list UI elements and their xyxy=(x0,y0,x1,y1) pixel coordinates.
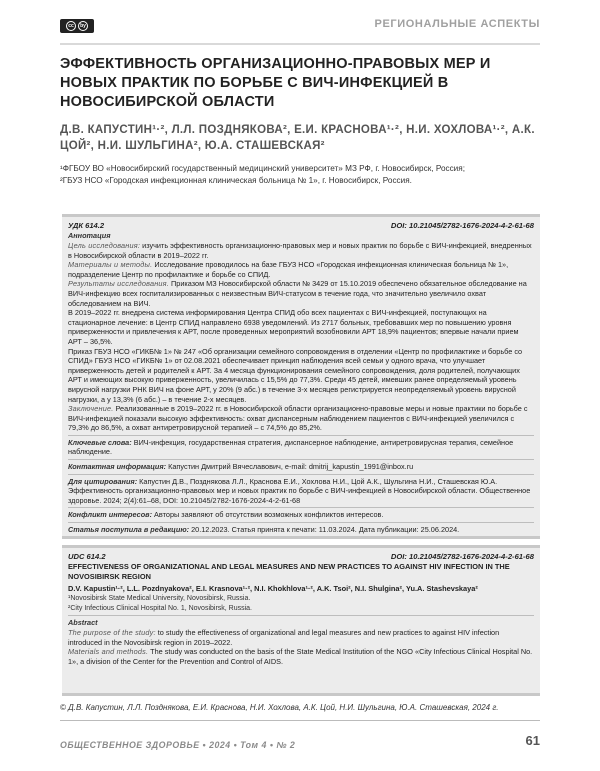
received-paragraph xyxy=(68,525,534,535)
divider xyxy=(68,474,534,475)
results-paragraph-2: В 2019–2022 гг. внедрена система информирования Центра СПИД обо всех пациентах с ВИЧ-инфекцией, поступающих на стационарное лечение: в Центр СПИД направлено 6938 уведомлений. Из 2717 больных, требовавших мер по повышению уровня приверженности и привлечения к АРТ, после проведенных мероприятий возобновили АРТ 18,9% пациентов; впервые начали прием АРТ – 36,5%. xyxy=(68,308,519,346)
citation-text: Капустин Д.В., Позднякова Л.Л., Краснова Е.И., Хохлова Н.И., Цой А.К., Шульгина Н.И., Сташевская Ю.А. Эффективность организационно-правовых мер и новых практик по борьбе с ВИЧ-инфекцией в Новосибирской области. Общественное здоровье. 2024; 2(4):61–68, DOI: 10.21045/2782-1676-2024-4-2-61-68 xyxy=(68,476,531,505)
citation-label: Для цитирования: xyxy=(68,476,138,486)
methods-en-paragraph xyxy=(68,647,534,666)
doi-en[interactable]: DOI: 10.21045/2782-1676-2024-4-2-61-68 xyxy=(390,552,534,561)
page-number: 61 xyxy=(525,733,540,748)
methods-en-text: The study was conducted on the basis of the State Medical Institution of the NGO «City Infectious Clinical Hospital No. 1», a division of the Center for the Prevention and Control of AIDS. xyxy=(68,647,533,666)
udk-code: УДК 614.2 xyxy=(68,221,105,230)
contact-text[interactable]: Капустин Дмитрий Вячеславович, e-mail: dmitrij_kapustin_1991@inbox.ru xyxy=(166,462,414,472)
affiliation-en-2: ²City Infectious Clinical Hospital No. 1, Novosibirsk, Russia. xyxy=(68,604,253,612)
journal-name: ОБЩЕСТВЕННОЕ ЗДОРОВЬЕ • 2024 • Том 4 • № 2 xyxy=(60,740,296,750)
results-paragraph xyxy=(68,279,534,308)
conclusion-text: Реализованные в 2019–2022 гг. в Новосибирской области организационно-правовые меры и новые практики по борьбе с ВИЧ-инфекцией показали высокую эффективность: охват диспансерным наблюдением пациентов с ВИЧ-инфекцией увеличился с 79,3% до 86,5%, а охват антиретровирусной терапией – с 74,5% до 85,2%. xyxy=(68,404,528,433)
affiliation-en-1: ¹Novosibirsk State Medical University, Novosibirsk, Russia. xyxy=(68,595,251,602)
cc-license-badge xyxy=(60,19,94,33)
affiliation-1: ¹ФГБОУ ВО «Новосибирский государственный медицинский университет» МЗ РФ, г. Новосибирск, Россия; xyxy=(60,164,465,173)
footer-divider xyxy=(60,720,540,721)
section-label: РЕГИОНАЛЬНЫЕ АСПЕКТЫ xyxy=(374,18,540,30)
divider xyxy=(68,507,534,508)
keywords-paragraph xyxy=(68,438,534,457)
keywords-label: Ключевые слова: xyxy=(68,437,132,447)
doi[interactable]: DOI: 10.21045/2782-1676-2024-4-2-61-68 xyxy=(390,221,534,230)
received-label: Статья поступила в редакцию: xyxy=(68,525,190,535)
purpose-paragraph xyxy=(68,628,534,647)
received-text: 20.12.2023. Статья принята к печати: 11.03.2024. Дата публикации: 25.06.2024. xyxy=(189,525,460,535)
aim-label: Цель исследования: xyxy=(68,241,141,250)
by-icon: by xyxy=(78,21,88,31)
aim-text: изучить эффективность организационно-правовых мер и новых практик по борьбе с ВИЧ-инфекцией, внедренных в Новосибирской области в 2019–2022 гг. xyxy=(68,241,532,260)
keywords-text: ВИЧ-инфекция, государственная стратегия, диспансерное наблюдение, антиретровирусная терапия, семейное наблюдение. xyxy=(68,437,514,457)
annotation-label: Аннотация xyxy=(68,231,111,240)
copyright-line: © Д.В. Капустин, Л.Л. Позднякова, Е.И. Краснова, Н.И. Хохлова, А.К. Цой, Н.И. Шульгина, Ю.А. Сташевская, 2024 г. xyxy=(60,703,499,712)
conflict-text: Авторы заявляют об отсутствии возможных конфликтов интересов. xyxy=(152,510,384,520)
aim-paragraph xyxy=(68,241,534,260)
contact-label: Контактная информация: xyxy=(68,462,167,472)
contact-paragraph xyxy=(68,462,534,472)
methods-label: Материалы и методы. xyxy=(68,260,153,270)
divider xyxy=(68,615,534,616)
russian-abstract-box xyxy=(62,214,540,539)
results-paragraph-3: Приказ ГБУЗ НСО «ГИКБ№ 1» № 247 «Об организации семейного сопровождения в отделении «Центр по профилактике и борьбе со СПИД» ГБУЗ НСО «ГИКБ№ 1» от 02.08.2021 обеспечивает принцип наблюдения всей семьи у одного врача, что улучшает приверженность детей и родителей к АРТ. За 4 месяца функционирования семейного сопровождения, доля родителей, получающих АРТ и имеющих высокую приверженность, увеличилась с 15,5% до 77,3%. Среди 45 детей, имевших ранее определяемый уровень вирусной нагрузки РНК ВИЧ на фоне АРТ, у 20% (9 абс.) в течение 3-х месяцев регистрируется неопределяемый уровень вирусной нагрузки, а у 13,3% (6 абс.) – в течение 2-х месяцев. xyxy=(68,346,523,404)
results-label: Результаты исследования. xyxy=(68,279,170,289)
divider xyxy=(68,522,534,523)
english-title: EFFECTIVENESS OF ORGANIZATIONAL AND LEGAL MEASURES AND NEW PRACTICES TO AGAINST HIV INFECTION IN THE NOVOSIBIRSK REGION xyxy=(68,562,510,581)
affiliations-ru xyxy=(60,163,540,187)
affiliation-2: ²ГБУЗ НСО «Городская инфекционная клиническая больница № 1», г. Новосибирск, Россия. xyxy=(60,176,412,185)
authors-ru: Д.В. КАПУСТИН¹·², Л.Л. ПОЗДНЯКОВА², Е.И. КРАСНОВА¹·², Н.И. ХОХЛОВА¹·², А.К. ЦОЙ², Н.И. ШУЛЬГИНА², Ю.А. СТАШЕВСКАЯ² xyxy=(60,124,535,152)
udc-doi-row xyxy=(68,551,534,562)
citation-paragraph xyxy=(68,477,534,506)
divider xyxy=(68,459,534,460)
english-abstract-box xyxy=(62,545,540,696)
methods-en-label: Materials and methods. xyxy=(68,647,149,657)
methods-text: Исследование проводилось на базе ГБУЗ НСО «Городская инфекционная клиническая больница № 1», подразделение Центр по профилактике и борьбе со СПИД. xyxy=(68,260,509,279)
header-divider xyxy=(60,43,540,45)
divider xyxy=(68,435,534,436)
authors-en: D.V. Kapustin¹·², L.L. Pozdnyakova², E.I. Krasnova¹·², N.I. Khokhlova¹·², A.K. Tsoi², N.I. Shulgina², Yu.A. Stashevskaya² xyxy=(68,584,478,593)
conclusion-label: Заключение. xyxy=(68,404,114,414)
purpose-label: The purpose of the study: xyxy=(68,628,156,637)
udk-doi-row xyxy=(68,220,534,231)
purpose-text: to study the effectiveness of organizational and legal measures and new practices to against HIV infection introduced in the Novosibirsk region in 2019–2022. xyxy=(68,628,500,647)
conflict-label: Конфликт интересов: xyxy=(68,510,153,520)
page-header xyxy=(0,0,600,46)
conflict-paragraph xyxy=(68,510,534,520)
results-text: Приказом МЗ Новосибирской области № 3429 от 15.10.2019 обеспечено обязательное обследование на ВИЧ-инфекцию всех госпитализированных с неизвестным ВИЧ-статусом в течение года, что значительно увеличило охват обследованием на ВИЧ. xyxy=(68,279,527,308)
article-title: ЭФФЕКТИВНОСТЬ ОРГАНИЗАЦИОННО-ПРАВОВЫХ МЕР И НОВЫХ ПРАКТИК ПО БОРЬБЕ С ВИЧ-ИНФЕКЦИЕЙ В НОВОСИБИРСКОЙ ОБЛАСТИ xyxy=(60,56,491,110)
cc-icon: cc xyxy=(66,21,76,31)
abstract-label: Abstract xyxy=(68,618,98,627)
conclusion-paragraph xyxy=(68,404,534,433)
methods-paragraph xyxy=(68,260,534,279)
udc-code: UDC 614.2 xyxy=(68,552,106,561)
